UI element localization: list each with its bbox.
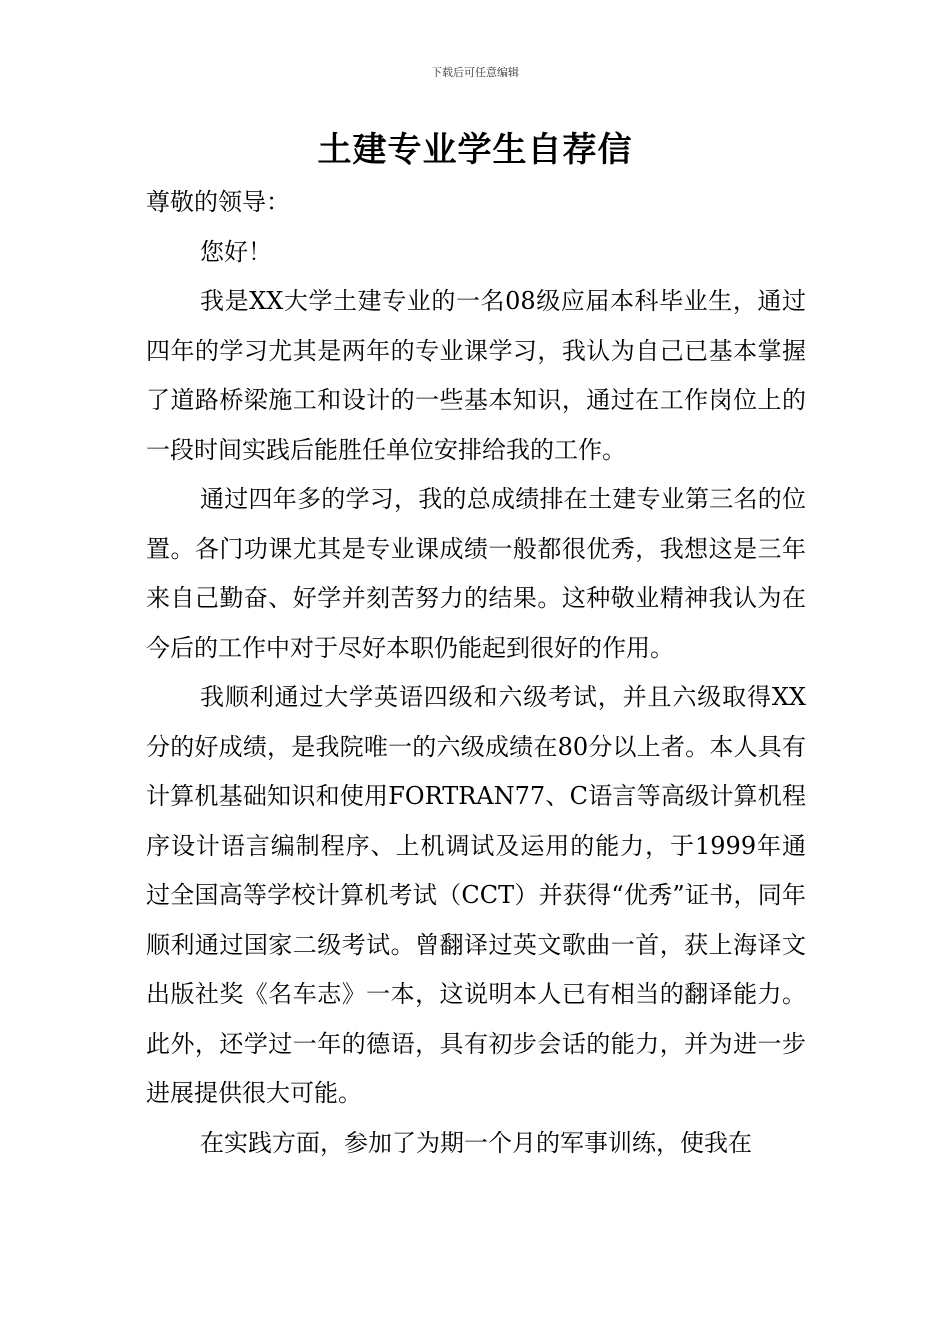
paragraph-greeting: 您好！ xyxy=(200,237,272,266)
letter-body xyxy=(146,178,806,1168)
paragraph-introduction: 我是XX大学土建专业的一名08级应届本科毕业生，通过四年的学习尤其是两年的专业课学习，我认为自己已基本掌握了道路桥梁施工和设计的一些基本知识，通过在工作岗位上的一段时间实践后能胜任单位安排给我的工作。 xyxy=(146,287,806,464)
salutation: 尊敬的领导： xyxy=(146,188,290,216)
paragraph-academic-record: 通过四年多的学习，我的总成绩排在土建专业第三名的位置。各门功课尤其是专业课成绩一般都很优秀，我想这是三年来自己勤奋、好学并刻苦努力的结果。这种敬业精神我认为在今后的工作中对于尽好本职仍能起到很好的作用。 xyxy=(146,485,806,662)
paragraph-skills: 我顺利通过大学英语四级和六级考试，并且六级取得XX分的好成绩，是我院唯一的六级成绩在80分以上者。本人具有计算机基础知识和使用FORTRAN77、C语言等高级计算机程序设计语言编制程序、上机调试及运用的能力，于1999年通过全国高等学校计算机考试（CCT）并获得“优秀”证书，同年顺利通过国家二级考试。曾翻译过英文歌曲一首，获上海译文出版社奖《名车志》一本，这说明本人已有相当的翻译能力。此外，还学过一年的德语，具有初步会话的能力，并为进一步进展提供很大可能。 xyxy=(146,683,806,1107)
paragraph-practice: 在实践方面，参加了为期一个月的军事训练，使我在 xyxy=(200,1128,752,1157)
header-note: 下载后可任意编辑 xyxy=(431,66,519,79)
document-title: 土建专业学生自荐信 xyxy=(317,130,633,170)
